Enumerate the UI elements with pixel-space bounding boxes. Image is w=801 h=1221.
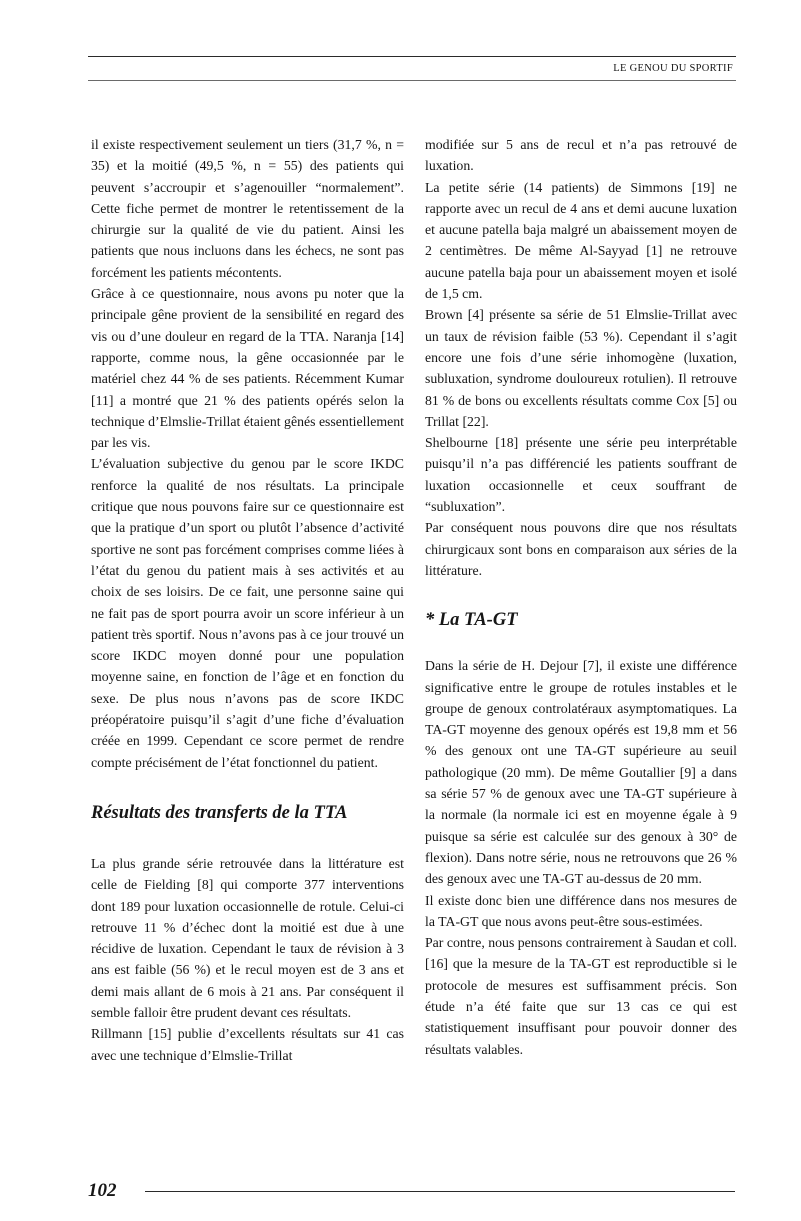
- paragraph: modifiée sur 5 ans de recul et n’a pas retrouvé de luxation.: [425, 137, 737, 174]
- header-top-rule: [88, 56, 736, 57]
- paragraph: La petite série (14 patients) de Simmons [19] ne rapporte avec un recul de 4 ans et demi aucune luxation et aucune patella baja malgré un abaissement moyen de 2 centimètres. De même Al-Sayyad [1] ne retrouve aucune patella baja pour un abaissement moyen et isolé de 1,5 cm.: [425, 179, 737, 302]
- paragraph: Grâce à ce questionnaire, nous avons pu noter que la principale gêne provient de la sensibilité en regard des vis ou d’une douleur en regard de la TTA. Naranja [14] rapporte, comme nous, la gêne occasionnée par le matériel chez 44 % de ses patients. Récemment Kumar [11] a montré que 21 % des patients opérés selon la technique d’Elmslie-Trillat étaient gênés essentiellement par les vis.: [91, 286, 404, 451]
- paragraph: Brown [4] présente sa série de 51 Elmslie-Trillat avec un taux de révision faible (53 %). Cependant il s’agit encore une fois d’une série inhomogène (luxation, subluxation, syndrome douloureux rotulien). Il retrouve 81 % de bons ou excellents résultats comme Cox [5] ou Trillat [22].: [425, 307, 737, 429]
- left-column: [91, 134, 404, 1066]
- page-number: 102: [88, 1180, 117, 1201]
- section-heading: Résultats des transferts de la TTA: [91, 802, 348, 823]
- paragraph: Par contre, nous pensons contrairement à Saudan et coll. [16] que la mesure de la TA-GT est reproductible si le protocole de mesures est suffisamment précis. Son étude n’a été faite que sur 13 cas ce qui est statistiquement insuffisant pour pouvoir donner des résultats valables.: [425, 935, 737, 1057]
- running-header: LE GENOU DU SPORTIF: [613, 63, 733, 74]
- paragraph: Par conséquent nous pouvons dire que nos résultats chirurgicaux sont bons en comparaison aux séries de la littérature.: [425, 520, 737, 578]
- paragraph: Rillmann [15] publie d’excellents résultats sur 41 cas avec une technique d’Elmslie-Trillat: [91, 1026, 404, 1063]
- right-column: [425, 134, 737, 1060]
- paragraph: Shelbourne [18] présente une série peu interprétable puisqu’il n’a pas différencié les patients souffrant de luxation occasionnelle et ceux souffrant de “subluxation”.: [425, 435, 737, 515]
- paragraph: L’évaluation subjective du genou par le score IKDC renforce la qualité de nos résultats. La principale critique que nous pouvons faire sur ce questionnaire est que la pratique d’un sport ou plutôt l’absence d’activité sportive ne sont pas forcément comprises comme liées à l’état du genou du patient mais à ses activités et au choix de ses loisirs. De ce fait, une personne saine qui ne fait pas de sport pourra avoir un score inférieur à un patient très sportif. Nous n’avons pas à ce jour trouvé un score IKDC moyen donné pour une population moyenne saine, en fonction de l’âge et en fonction du sexe. De plus nous n’avons pas de score IKDC préopératoire puisqu’il s’agit d’une fiche d’évaluation créée en 1999. Cependant ce score permet de rendre compte précisément de l’état fonctionnel du patient.: [91, 456, 404, 770]
- paragraph: La plus grande série retrouvée dans la littérature est celle de Fielding [8] qui comporte 377 interventions dont 189 pour luxation occasionnelle de rotule. Celui-ci retrouve 11 % d’échec dont la moitié est due à une récidive de luxation. Cependant le taux de révision à 3 ans est faible (56 %) et le recul moyen est de 3 ans et demi mais allant de 6 mois à 21 ans. Par conséquent il semble falloir être prudent devant ces résultats.: [91, 855, 404, 1020]
- subsection-heading: * La TA-GT: [425, 610, 518, 631]
- paragraph: Dans la série de H. Dejour [7], il existe une différence significative entre le groupe de rotules instables et le groupe de genoux controlatéraux asymptomatiques. La TA-GT moyenne des genoux opérés est 19,8 mm et 56 % des genoux ont une TA-GT supérieure au seuil pathologique (20 mm). De même Goutallier [9] a dans sa série 57 % de genoux avec une TA-GT supérieure à la normale (la normale ici est en moyenne égale à 9 puisque sa série est calculée sur des genoux à 30° de flexion). Dans notre série, nous ne retrouvons que 26 % des genoux avec une TA-GT au-dessus de 20 mm.: [425, 658, 737, 887]
- header-bottom-rule: [88, 80, 736, 81]
- footer-rule: [145, 1191, 735, 1192]
- paragraph: il existe respectivement seulement un tiers (31,7 %, n = 35) et la moitié (49,5 %, n = 55) des patients qui peuvent s’accroupir et s’agenouiller “normalement”. Cette fiche permet de montrer le retentissement de la chirurgie sur la qualité de vie du patient. Ainsi les patients que nous incluons dans les échecs, ne sont pas forcément les patients mécontents.: [91, 137, 404, 280]
- paragraph: Il existe donc bien une différence dans nos mesures de la TA-GT que nous avons peut-être sous-estimées.: [425, 892, 737, 929]
